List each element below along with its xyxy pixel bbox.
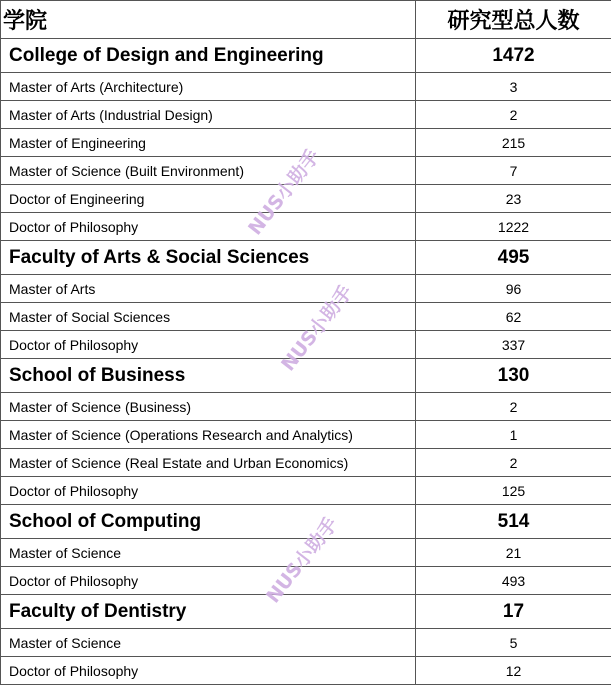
program-name: Master of Science (Built Environment) bbox=[1, 157, 416, 185]
program-count: 5 bbox=[416, 629, 611, 657]
program-count: 96 bbox=[416, 275, 611, 303]
program-count: 23 bbox=[416, 185, 611, 213]
program-count: 3 bbox=[416, 73, 611, 101]
program-count: 1222 bbox=[416, 213, 611, 241]
program-row bbox=[1, 157, 611, 185]
program-row bbox=[1, 629, 611, 657]
program-name: Master of Social Sciences bbox=[1, 303, 416, 331]
program-count: 337 bbox=[416, 331, 611, 359]
program-name: Master of Science (Real Estate and Urban Economics) bbox=[1, 449, 416, 477]
faculty-row bbox=[1, 241, 611, 275]
program-name: Doctor of Philosophy bbox=[1, 331, 416, 359]
program-count: 2 bbox=[416, 393, 611, 421]
faculty-name: Faculty of Arts & Social Sciences bbox=[1, 241, 416, 275]
faculty-row bbox=[1, 359, 611, 393]
table-body bbox=[1, 39, 611, 685]
faculty-row bbox=[1, 505, 611, 539]
program-row bbox=[1, 73, 611, 101]
faculty-total: 1472 bbox=[416, 39, 611, 73]
faculty-total: 495 bbox=[416, 241, 611, 275]
program-name: Doctor of Philosophy bbox=[1, 567, 416, 595]
program-row bbox=[1, 567, 611, 595]
program-name: Master of Science (Business) bbox=[1, 393, 416, 421]
program-row bbox=[1, 393, 611, 421]
faculty-name: School of Business bbox=[1, 359, 416, 393]
watermark-text: NUS小助手 bbox=[262, 513, 343, 608]
program-name: Master of Science bbox=[1, 629, 416, 657]
program-row bbox=[1, 275, 611, 303]
table-header-row bbox=[1, 1, 611, 39]
program-row bbox=[1, 421, 611, 449]
program-name: Doctor of Philosophy bbox=[1, 477, 416, 505]
program-row bbox=[1, 331, 611, 359]
program-name: Master of Arts (Architecture) bbox=[1, 73, 416, 101]
program-count: 2 bbox=[416, 449, 611, 477]
program-name: Doctor of Philosophy bbox=[1, 657, 416, 685]
faculty-name: College of Design and Engineering bbox=[1, 39, 416, 73]
program-row bbox=[1, 303, 611, 331]
program-name: Master of Science bbox=[1, 539, 416, 567]
program-count: 1 bbox=[416, 421, 611, 449]
program-name: Master of Arts bbox=[1, 275, 416, 303]
faculty-row bbox=[1, 39, 611, 73]
program-name: Master of Science (Operations Research and Analytics) bbox=[1, 421, 416, 449]
total-column-header: 研究型总人数 bbox=[416, 1, 611, 39]
faculty-total: 17 bbox=[416, 595, 611, 629]
faculty-name: Faculty of Dentistry bbox=[1, 595, 416, 629]
program-row bbox=[1, 449, 611, 477]
watermark-text: NUS小助手 bbox=[244, 145, 325, 240]
program-count: 493 bbox=[416, 567, 611, 595]
program-count: 2 bbox=[416, 101, 611, 129]
school-column-header: 学院 bbox=[1, 1, 416, 39]
program-name: Doctor of Philosophy bbox=[1, 213, 416, 241]
program-count: 62 bbox=[416, 303, 611, 331]
program-row bbox=[1, 213, 611, 241]
program-name: Doctor of Engineering bbox=[1, 185, 416, 213]
faculty-row bbox=[1, 595, 611, 629]
program-count: 21 bbox=[416, 539, 611, 567]
program-name: Master of Arts (Industrial Design) bbox=[1, 101, 416, 129]
program-count: 215 bbox=[416, 129, 611, 157]
faculty-total: 514 bbox=[416, 505, 611, 539]
faculty-total: 130 bbox=[416, 359, 611, 393]
program-row bbox=[1, 185, 611, 213]
program-count: 12 bbox=[416, 657, 611, 685]
faculty-name: School of Computing bbox=[1, 505, 416, 539]
program-row bbox=[1, 101, 611, 129]
program-row bbox=[1, 657, 611, 685]
program-name: Master of Engineering bbox=[1, 129, 416, 157]
program-count: 7 bbox=[416, 157, 611, 185]
program-count: 125 bbox=[416, 477, 611, 505]
program-row bbox=[1, 477, 611, 505]
program-row bbox=[1, 129, 611, 157]
program-row bbox=[1, 539, 611, 567]
watermark-text: NUS小助手 bbox=[277, 281, 358, 376]
